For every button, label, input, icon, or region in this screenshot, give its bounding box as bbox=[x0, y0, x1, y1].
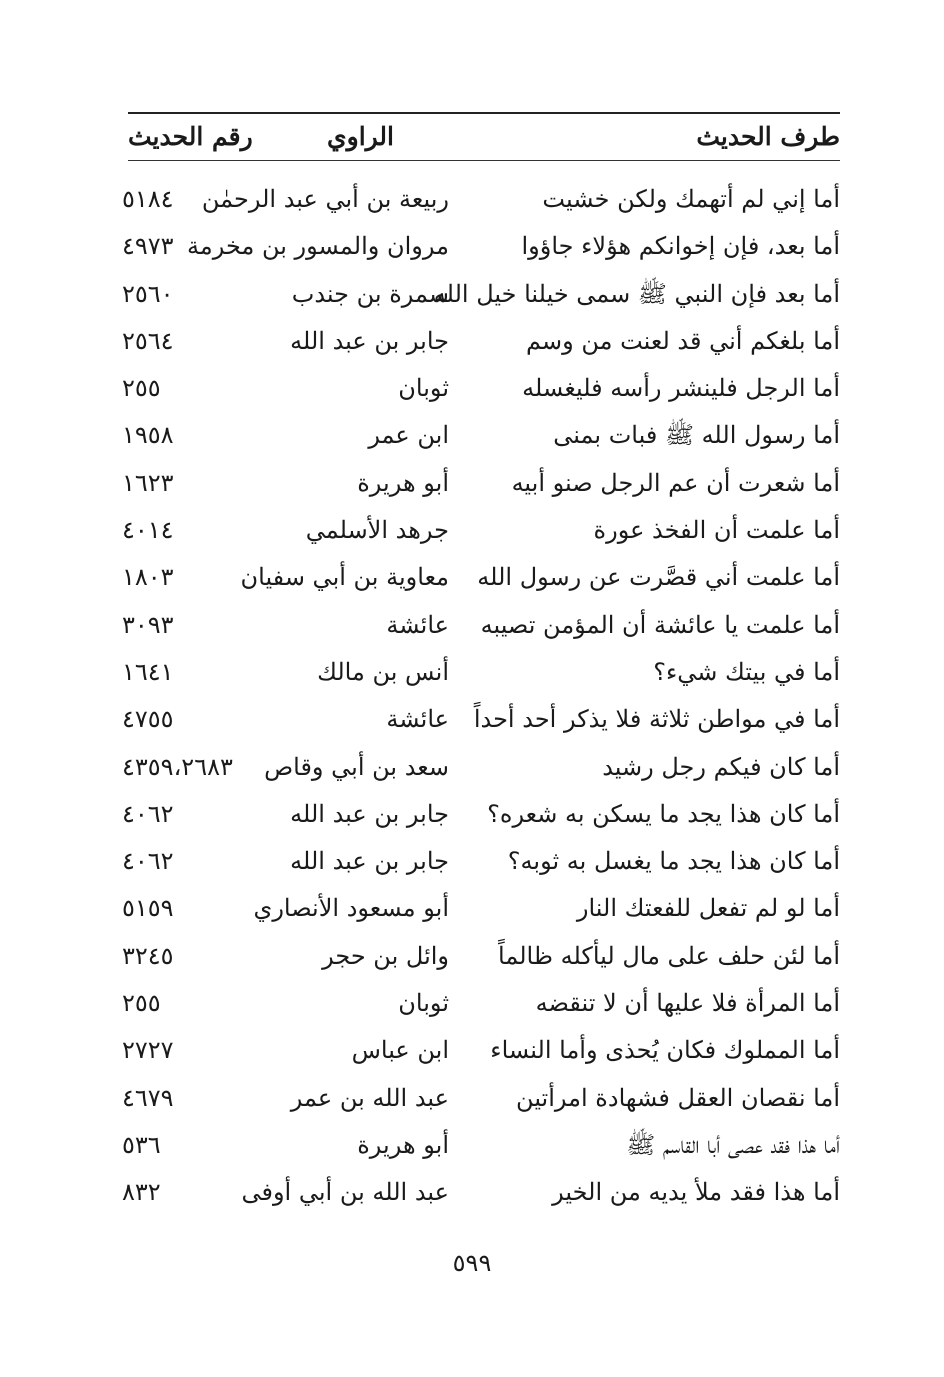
narrator: وائل بن حجر bbox=[322, 941, 449, 970]
header-rule bbox=[128, 160, 840, 161]
hadith-text: أما نقصان العقل فشهادة امرأتين bbox=[516, 1083, 840, 1112]
table-row bbox=[0, 271, 944, 318]
hadith-text: أما كان فيكم رجل رشيد bbox=[602, 752, 840, 781]
hadith-number: ٤٩٧٣ bbox=[122, 232, 174, 261]
table-row bbox=[0, 365, 944, 412]
hadith-text: أما كان هذا يجد ما يغسل به ثوبه؟ bbox=[507, 847, 840, 876]
table-row bbox=[0, 744, 944, 791]
column-header-hadith-text: طرف الحديث bbox=[696, 122, 840, 151]
narrator: جرهد الأسلمي bbox=[305, 516, 449, 545]
table-row bbox=[0, 838, 944, 885]
table-row bbox=[0, 1027, 944, 1074]
hadith-text: أما بلغكم أني قد لعنت من وسم bbox=[526, 326, 840, 355]
hadith-number: ٥١٨٤ bbox=[122, 185, 174, 213]
hadith-text: أما هذا فقد عصى أبا القاسم ﷺ bbox=[626, 1130, 840, 1159]
hadith-number: ٤٦٧٩ bbox=[122, 1083, 174, 1112]
table-row bbox=[0, 696, 944, 743]
hadith-number: ٤٠٦٢ bbox=[122, 847, 174, 876]
narrator: ثوبان bbox=[398, 374, 449, 403]
table-row bbox=[0, 176, 944, 223]
hadith-number: ٥١٥٩ bbox=[122, 894, 174, 923]
hadith-number: ١٨٠٣ bbox=[122, 563, 174, 592]
table-row bbox=[0, 602, 944, 649]
hadith-number: ٢٥٦٠ bbox=[122, 279, 174, 308]
narrator: جابر بن عبد الله bbox=[290, 326, 449, 355]
narrator: عبد الله بن عمر bbox=[290, 1083, 449, 1112]
hadith-text: أما في بيتك شيء؟ bbox=[653, 657, 840, 686]
hadith-text: أما إني لم أتهمك ولكن خشيت bbox=[542, 185, 840, 213]
hadith-text: أما كان هذا يجد ما يسكن به شعره؟ bbox=[487, 799, 840, 828]
narrator: ابن عمر bbox=[368, 421, 449, 450]
narrator: معاوية بن أبي سفيان bbox=[240, 563, 449, 592]
hadith-text: أما شعرت أن عم الرجل صنو أبيه bbox=[511, 468, 840, 497]
hadith-text: أما لئن حلف على مال ليأكله ظالماً bbox=[498, 941, 840, 970]
narrator: أنس بن مالك bbox=[317, 657, 449, 686]
hadith-text: أما هذا فقد ملأ يديه من الخير bbox=[552, 1178, 840, 1207]
narrator: مروان والمسور بن مخرمة bbox=[187, 232, 449, 261]
narrator: عائشة bbox=[386, 705, 449, 734]
table-row bbox=[0, 1075, 944, 1122]
table-row bbox=[0, 412, 944, 459]
hadith-number: ٤٠١٤ bbox=[122, 516, 174, 545]
table-row bbox=[0, 460, 944, 507]
hadith-number: ٢٧٢٧ bbox=[122, 1036, 174, 1065]
narrator: عائشة bbox=[386, 610, 449, 639]
narrator: أبو هريرة bbox=[357, 468, 449, 497]
hadith-number: ١٩٥٨ bbox=[122, 421, 174, 450]
index-table bbox=[0, 176, 944, 1217]
hadith-text: أما رسول الله ﷺ فبات بمنى bbox=[553, 421, 840, 450]
narrator: سعد بن أبي وقاص bbox=[264, 752, 449, 781]
narrator: ربيعة بن أبي عبد الرحمٰن bbox=[201, 185, 449, 213]
hadith-number: ٤٣٥٩،٢٦٨٣ bbox=[122, 752, 233, 781]
narrator: جابر بن عبد الله bbox=[290, 847, 449, 876]
hadith-text: أما المرأة فلا عليها أن لا تنقضه bbox=[535, 989, 840, 1018]
table-row bbox=[0, 554, 944, 601]
hadith-number: ٢٥٦٤ bbox=[122, 326, 174, 355]
hadith-number: ١٦٤١ bbox=[122, 657, 174, 686]
table-row bbox=[0, 318, 944, 365]
narrator: جابر بن عبد الله bbox=[290, 799, 449, 828]
table-row bbox=[0, 791, 944, 838]
column-header-hadith-number: رقم الحديث bbox=[128, 122, 253, 151]
table-row bbox=[0, 507, 944, 554]
hadith-number: ٣٢٤٥ bbox=[122, 941, 174, 970]
hadith-number: ٣٠٩٣ bbox=[122, 610, 174, 639]
narrator: ابن عباس bbox=[351, 1036, 449, 1065]
hadith-text: أما بعد فإن النبي ﷺ سمى خيلنا خيل الله bbox=[433, 279, 840, 308]
hadith-text: أما في مواطن ثلاثة فلا يذكر أحد أحداً bbox=[473, 705, 840, 734]
hadith-text: أما علمت أني قصَّرت عن رسول الله bbox=[477, 563, 840, 592]
hadith-number: ٤٧٥٥ bbox=[122, 705, 174, 734]
page-number: ٥٩٩ bbox=[452, 1249, 492, 1277]
hadith-number: ٨٣٢ bbox=[122, 1178, 161, 1207]
hadith-number: ٤٠٦٢ bbox=[122, 799, 174, 828]
hadith-text: أما بعد، فإن إخوانكم هؤلاء جاؤوا bbox=[521, 232, 840, 261]
hadith-number: ٥٣٦ bbox=[122, 1130, 161, 1159]
hadith-number: ٢٥٥ bbox=[122, 374, 161, 403]
narrator: سمرة بن جندب bbox=[291, 279, 449, 308]
table-row bbox=[0, 933, 944, 980]
hadith-text: أما المملوك فكان يُحذى وأما النساء bbox=[490, 1036, 840, 1065]
hadith-text: أما علمت أن الفخذ عورة bbox=[593, 516, 840, 545]
column-header-narrator: الراوي bbox=[327, 122, 394, 151]
hadith-text: أما لو لم تفعل للفعتك النار bbox=[576, 894, 840, 923]
table-row bbox=[0, 223, 944, 270]
narrator: ثوبان bbox=[398, 989, 449, 1018]
top-rule bbox=[128, 112, 840, 114]
hadith-number: ١٦٢٣ bbox=[122, 468, 174, 497]
table-row bbox=[0, 885, 944, 932]
hadith-text: أما الرجل فلينشر رأسه فليغسله bbox=[522, 374, 840, 403]
narrator: أبو مسعود الأنصاري bbox=[253, 894, 449, 923]
table-row bbox=[0, 1169, 944, 1216]
narrator: أبو هريرة bbox=[357, 1130, 449, 1159]
table-row bbox=[0, 649, 944, 696]
table-row bbox=[0, 980, 944, 1027]
narrator: عبد الله بن أبي أوفى bbox=[241, 1178, 449, 1207]
table-row bbox=[0, 1122, 944, 1169]
hadith-number: ٢٥٥ bbox=[122, 989, 161, 1018]
hadith-text: أما علمت يا عائشة أن المؤمن تصيبه bbox=[480, 610, 840, 639]
